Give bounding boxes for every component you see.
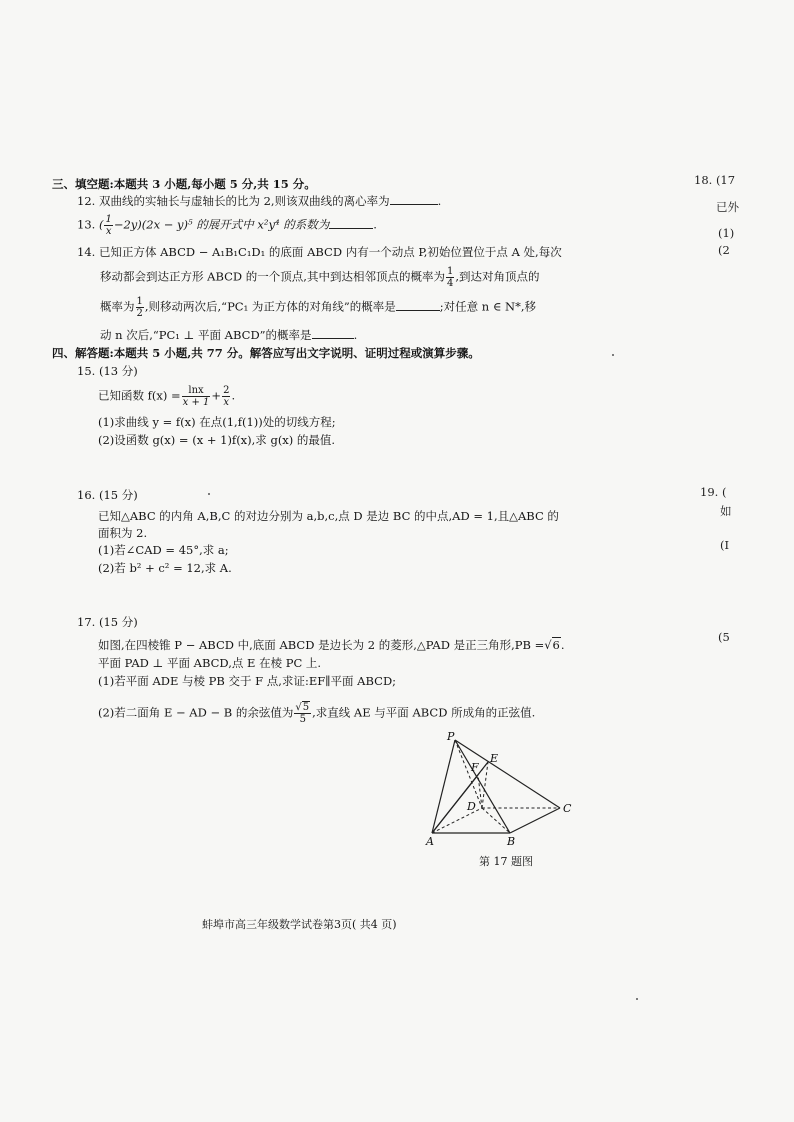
question-number: 12.: [77, 194, 96, 208]
question-score: (13 分): [98, 364, 138, 378]
pyramid-figure: [420, 728, 580, 850]
scan-speck: [208, 493, 210, 495]
question-number: 17.: [77, 615, 96, 629]
edge-pb: [455, 740, 510, 833]
label-p: P: [447, 730, 455, 743]
edge-line: (I: [720, 538, 730, 552]
fraction: $\frac{1}{2}$: [136, 296, 143, 319]
scan-speck: [636, 998, 638, 1000]
question-16-line-1: 已知△ABC 的内角 A,B,C 的对边分别为 a,b,c,点 D 是边 BC 的中点,AD = 1,且△ABC 的: [98, 509, 559, 523]
question-15-stem: 已知函数 f(x) = $\frac{\ln x}{x + 1}$ + $\frac{2}{x}$ .: [98, 385, 236, 408]
label-c: C: [563, 802, 572, 815]
question-number: 14.: [77, 245, 96, 259]
edge-pc: [455, 740, 560, 808]
question-14-line-1: 14. 已知正方体 ABCD − A₁B₁C₁D₁ 的底面 ABCD 内有一个动点 P,初始位置位于点 A 处,每次: [77, 245, 562, 259]
question-15-part-2: (2)设函数 g(x) = (x + 1)f(x),求 g(x) 的最值.: [98, 433, 336, 447]
section-4-heading: 四、解答题:本题共 5 小题,共 77 分。解答应写出文字说明、证明过程或演算步骤。: [52, 346, 480, 360]
question-12: 12. 双曲线的实轴长与虚轴长的比为 2,则该双曲线的离心率为 .: [77, 194, 442, 208]
question-17-line-2: 平面 PAD ⊥ 平面 ABCD,点 E 在棱 PC 上.: [98, 656, 322, 670]
edge-line: 如: [720, 504, 732, 518]
question-number: 15.: [77, 364, 96, 378]
label-f: F: [471, 761, 479, 774]
section-3-heading: 三、填空题:本题共 3 小题,每小题 5 分,共 15 分。: [52, 177, 316, 191]
question-17-part-1: (1)若平面 ADE 与棱 PB 交于 F 点,求证:EF∥平面 ABCD;: [98, 674, 397, 688]
fraction: $\frac{1}{x}$: [105, 214, 112, 237]
question-17-header: [77, 614, 138, 630]
question-16-part-2: (2)若 b² + c² = 12,求 A.: [98, 561, 232, 575]
edge-line: 已外: [716, 200, 739, 214]
question-15-header: [77, 363, 138, 379]
question-14-line-4: 动 n 次后,“PC₁ ⊥ 平面 ABCD”的概率是 .: [100, 328, 358, 342]
answer-blank: [312, 328, 354, 339]
edge-db: [482, 808, 510, 833]
question-16-line-2: 面积为 2.: [98, 526, 148, 540]
question-score: (15 分): [98, 488, 138, 502]
figure-caption: 第 17 题图: [479, 855, 533, 868]
question-14-line-3: 概率为 $\frac{1}{2}$ ,则移动两次后,“PC₁ 为正方体的对角线”的概率是 ;对任意 n ∈ N*,移: [100, 296, 536, 319]
fraction: $\frac{2}{x}$: [223, 385, 230, 408]
question-17-part-2: (2)若二面角 E − AD − B 的余弦值为 $\frac{√5}{5}$ ,求直线 AE 与平面 ABCD 所成角的正弦值.: [98, 702, 536, 725]
answer-blank: [390, 194, 438, 205]
question-number: 16.: [77, 488, 96, 502]
question-14-line-2: 移动都会到达正方形 ABCD 的一个顶点,其中到达相邻顶点的概率为 $\frac{1}{4}$ ,到达对角顶点的: [100, 266, 540, 289]
question-13: 13. ( $\frac{1}{x}$ −2y)(2x − y)⁵ 的展开式中 x²y⁴ 的系数为 .: [77, 214, 377, 237]
edge-line: (1): [718, 226, 735, 240]
label-b: B: [507, 835, 516, 848]
label-e: E: [490, 752, 499, 765]
edge-line: (5: [718, 630, 730, 644]
answer-blank: [396, 300, 440, 311]
label-a: A: [426, 835, 434, 848]
question-17-line-1: 如图,在四棱锥 P − ABCD 中,底面 ABCD 是边长为 2 的菱形,△PAD 是正三角形,PB =√6.: [98, 638, 565, 652]
edge-q19: 19. (: [700, 485, 727, 499]
edge-q18: 18. (17: [694, 173, 736, 187]
fraction: $\frac{1}{4}$: [446, 266, 454, 289]
question-16-header: [77, 487, 138, 503]
question-15-part-1: (1)求曲线 y = f(x) 在点(1,f(1))处的切线方程;: [98, 415, 336, 429]
question-16-part-1: (1)若∠CAD = 45°,求 a;: [98, 543, 229, 557]
page-footer: 蚌埠市高三年级数学试卷第3页( 共4 页): [202, 918, 397, 931]
question-text: 双曲线的实轴长与虚轴长的比为 2,则该双曲线的离心率为: [98, 194, 390, 208]
question-number: 13.: [77, 217, 96, 232]
scan-speck: [612, 354, 614, 356]
sqrt-sign: √: [544, 638, 552, 652]
fraction: $\frac{√5}{5}$: [295, 702, 310, 725]
answer-blank: [329, 218, 373, 229]
edge-line: (2: [718, 243, 730, 257]
edge-bc: [510, 808, 560, 833]
fraction: $\frac{\ln x}{x + 1}$: [182, 385, 210, 408]
question-score: (15 分): [98, 615, 138, 629]
label-d: D: [467, 800, 476, 813]
